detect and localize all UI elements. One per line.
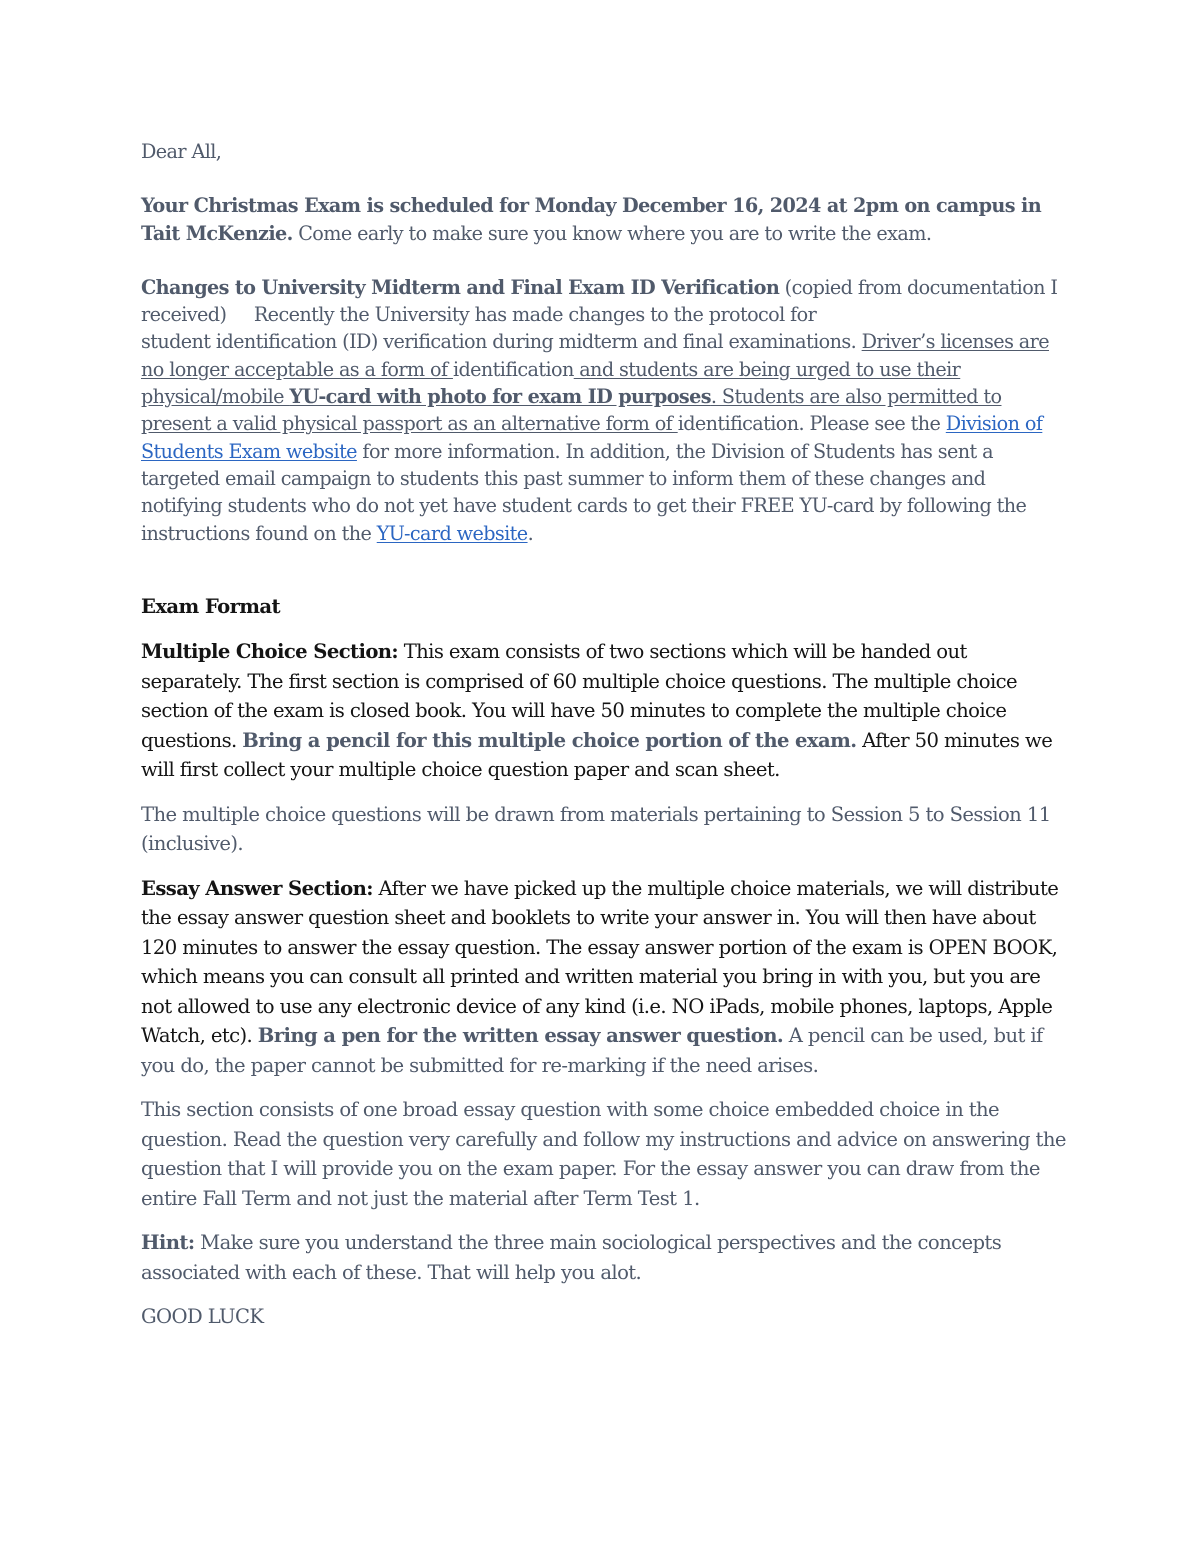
exam-date-text: Come early to make sure you know where you are to write the exam.: [292, 221, 932, 245]
closing-text: GOOD LUCK: [141, 1305, 264, 1329]
essay-pencil-text: A pencil can be used, but if you do, the paper cannot be submitted for re-marking if the need arises.: [141, 1024, 1043, 1077]
multiple-choice-scope: The multiple choice questions will be drawn from materials pertaining to Session 5 to Session 11 (inclusive).: [141, 802, 1051, 856]
exam-date-bold: Your Christmas Exam is scheduled for Monday December 16, 2024 at 2pm on campus in Tait McKenzie.: [141, 194, 1042, 245]
id-verification-paragraph: [141, 274, 1066, 547]
id-underlined-passport: . Students are also permitted to present a valid physical passport as an alternative form of: [141, 385, 1002, 436]
greeting: Dear All,: [141, 140, 222, 163]
essay-pen-note: Bring a pen for the written essay answer question.: [257, 1024, 784, 1048]
exam-date-paragraph: [141, 192, 1066, 247]
multiple-choice-label: Multiple Choice Section:: [141, 640, 399, 664]
id-period: .: [527, 521, 534, 545]
hint-label: Hint:: [141, 1231, 195, 1255]
id-verification-heading: Changes to University Midterm and Final Exam ID Verification: [141, 275, 780, 299]
multiple-choice-paragraph: [141, 637, 1066, 785]
exam-format-heading: Exam Format: [141, 594, 280, 618]
essay-text: After we have picked up the multiple choice materials, we will distribute the essay answer question sheet and booklets to write your answer in. You will then have about 120 minutes to answer the essay question. The essay answer portion of the exam is OPEN BOOK, which means you can consult all printed and written material you bring in with you, but you are not allowed to use any electronic device of any kind (i.e. NO iPads, mobile phones, laptops, Apple Watch, etc).: [141, 876, 1059, 1048]
id-more-info-text: for more information. In addition, the Division of Students has sent a targeted email campaign to students this past summer to inform them of these changes and notifying students who do not yet have student cards to get their FREE YU-card by following the instructions found on the: [141, 439, 1027, 545]
document-page: [141, 138, 1066, 1332]
id-verification-note: (copied from documentation I received): [141, 275, 1058, 327]
yu-card-website-link[interactable]: YU-card website: [376, 521, 528, 545]
essay-label: Essay Answer Section:: [141, 876, 373, 900]
id-underlined-yucard: and students are being urged to use their physical/mobile: [141, 357, 961, 409]
id-underlined-licenses: Driver’s licenses are no longer acceptable as a form of: [141, 330, 1049, 381]
multiple-choice-text: This exam consists of two sections which will be handed out separately. The first section is comprised of 60 multiple choice questions. The multiple choice section of the exam is closed book. You will have 50 minutes to complete the multiple choice questions.: [141, 640, 1018, 752]
id-please-see-text: identification. Please see the: [677, 412, 946, 436]
multiple-choice-collect-text: After 50 minutes we will first collect your multiple choice question paper and scan sheet.: [141, 728, 1053, 782]
hint-text: Make sure you understand the three main sociological perspectives and the concepts associated with each of these. That will help you alot.: [141, 1231, 1002, 1284]
multiple-choice-pencil-note: Bring a pencil for this multiple choice portion of the exam.: [242, 728, 857, 752]
id-verification-intro: Recently the University has made changes to the protocol for: [226, 303, 817, 327]
essay-paragraph: [141, 874, 1066, 1081]
hint-paragraph: [141, 1228, 1066, 1287]
id-protocol-text: student identification (ID) verification during midterm and final examinations.: [141, 330, 862, 354]
id-underlined-yucard-bold: YU-card with photo for exam ID purposes: [289, 385, 711, 409]
id-identification-text: identification: [452, 357, 574, 381]
essay-scope: This section consists of one broad essay question with some choice embedded choice in the question. Read the question very carefully and follow my instructions and advice on answering the question that I will provide you on the exam paper. For the essay answer you can draw from the entire Fall Term and not just the material after Term Test 1.: [141, 1098, 1066, 1210]
division-of-students-link[interactable]: Division of Students Exam website: [141, 412, 1043, 463]
